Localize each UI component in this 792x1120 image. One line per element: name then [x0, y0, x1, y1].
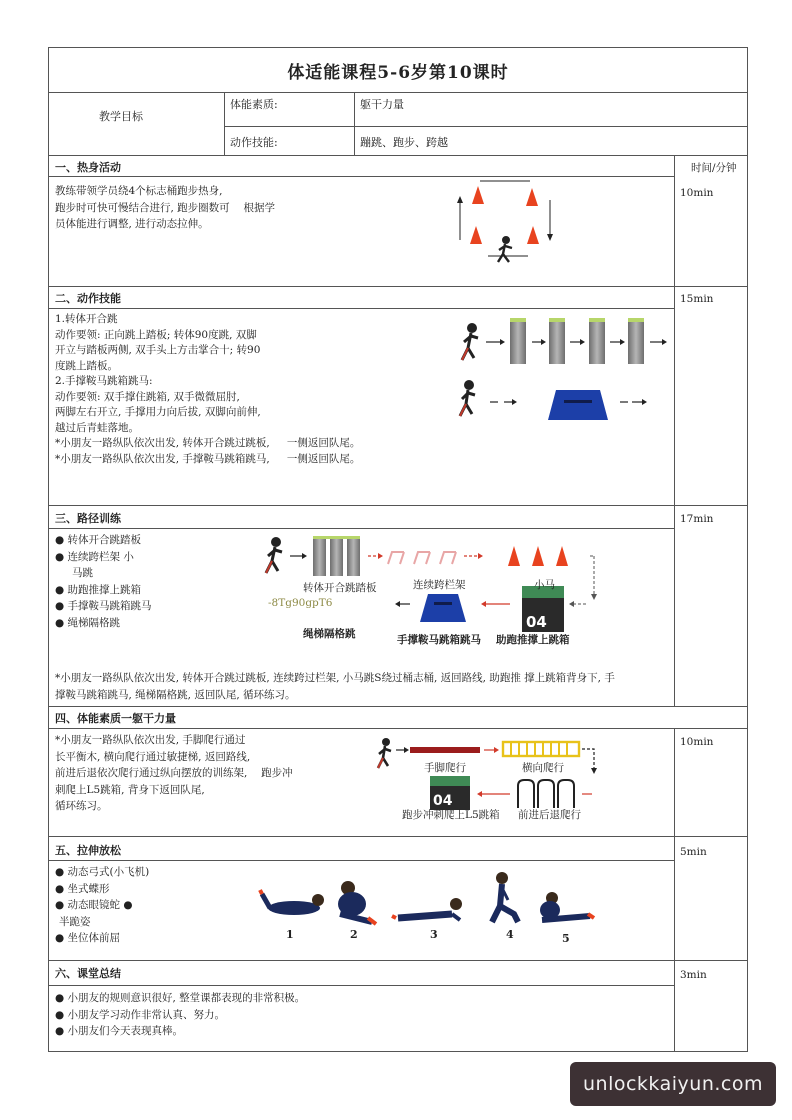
section-heading-core: 四、体能素质一躯干力量 [55, 712, 176, 725]
goal-label: 教学目标 [99, 110, 143, 123]
watermark-badge: unlockkaiyun.com [570, 1062, 776, 1106]
route-list [55, 532, 175, 631]
core-text: *小朋友一路纵队依次出发, 手脚爬行通过 长平衡木, 横向爬行通过敏捷梯, 返回路线, 前进后退依次爬行通过纵向摆放的训练架, 跑步冲 刺爬上L5跳箱, 背身下返回队尾, 循环练习。 [55, 734, 293, 812]
box-number: 04 [526, 613, 547, 631]
stretch-pose-bow-icon [260, 890, 324, 915]
stretch-pose-cobra-icon [392, 898, 462, 920]
runner-icon [462, 323, 478, 360]
page-title: 体适能课程5-6岁第10课时 [287, 62, 509, 83]
caption-box: 助跑推撑上跳箱 [496, 634, 570, 646]
section-time-skill: 15min [680, 293, 714, 305]
fitness-label: 体能素质: [230, 98, 278, 111]
svg-text:5: 5 [562, 932, 570, 945]
fitness-value: 躯干力量 [360, 98, 404, 111]
caption-side: 横向爬行 [522, 762, 564, 774]
caption-hurdle: 连续跨栏架 [413, 579, 466, 591]
cone-icon [532, 546, 544, 566]
cone-icon [527, 226, 539, 244]
hurdle-icon [388, 552, 456, 564]
cone-icon [556, 546, 568, 566]
section-heading-warmup: 一、热身活动 [55, 161, 121, 174]
summary-item: ● 小朋友学习动作非常认真、努力。 [55, 1008, 225, 1021]
stretch-pose-butterfly-icon [338, 881, 376, 924]
board-icon [628, 320, 644, 364]
svg-text:4: 4 [506, 928, 514, 941]
training-frame-icon [518, 780, 574, 808]
section-heading-summary: 六、课堂总结 [55, 967, 121, 980]
section-time-summary: 3min [680, 969, 707, 981]
time-header: 时间/分钟 [691, 162, 737, 174]
section-time-warmup: 10min [680, 187, 714, 199]
warmup-text: 教练带领学员绕4个标志桶跑步热身, 跑步时可快可慢结合进行, 跑步圈数可 根据学 员体能进行调整, 进行动态拉伸。 [55, 185, 276, 230]
route-item: ● 转体开合跳踏板 [55, 534, 141, 546]
ladder-icon [503, 742, 579, 756]
caption-board: 转体开合跳踏板 [303, 582, 377, 594]
stretch-pose-forward-fold-icon [540, 892, 594, 920]
summary-item: ● 小朋友们今天表现真棒。 [55, 1025, 183, 1037]
caption-crawl: 手脚爬行 [424, 762, 466, 774]
summary-list [55, 990, 615, 1040]
balance-beam-icon [410, 747, 480, 753]
stretch-list [55, 864, 205, 947]
cone-icon [508, 546, 520, 566]
stretch-item: 半跪姿 [59, 915, 91, 928]
skill-diagram [452, 314, 674, 426]
runner-icon [378, 738, 391, 768]
skill-value: 蹦跳、跑步、跨越 [360, 136, 448, 149]
section-time-core: 10min [680, 736, 714, 748]
cone-icon [470, 226, 482, 244]
svg-text:1: 1 [286, 928, 294, 941]
stretch-item: ● 动态弓式(小飞机) [55, 866, 150, 878]
svg-text:2: 2 [350, 928, 358, 941]
cone-icon [526, 188, 538, 206]
board-icon [510, 320, 526, 364]
board-icon [313, 538, 326, 576]
summary-item: ● 小朋友的规则意识很好, 整堂课都表现的非常积极。 [55, 992, 306, 1004]
section-time-stretch: 5min [680, 846, 707, 858]
skill-text: 1.转体开合跳 动作要领: 正向跳上踏板; 转体90度跳, 双脚 开立与踏板两侧, 双手头上方击掌合十; 转90 度跳上踏板。 2.手撑鞍马跳箱跳马: 动作要领: 双手撑住跳箱, 双手微微屈肘, 两脚左右开立, 手撑用力向后拔, 双脚向前伸, 越过后青蛙落地。 *小朋友一路纵队依次出发, 转体开合跳过跳板, 一侧返回队尾。 *小朋友一路纵队依次出发, 手撑鞍马跳箱跳马, 一侧返回队尾。 [55, 313, 361, 465]
caption-back: 前进后退爬行 [518, 809, 581, 821]
section-heading-route: 三、路径训练 [55, 512, 121, 525]
caption-vault: 手撑鞍马跳箱跳马 [397, 634, 481, 646]
stretch-item: ● 坐式蝶形 [55, 882, 110, 895]
section-time-route: 17min [680, 513, 714, 525]
runner-icon [460, 380, 475, 416]
board-icon [589, 320, 605, 364]
route-item: ● 连续跨栏架 小 [55, 550, 134, 563]
runner-icon [498, 236, 512, 262]
warmup-diagram [450, 178, 560, 268]
route-note: *小朋友一路纵队依次出发, 转体开合跳过跳板, 连续跨过栏架, 小马跳S绕过桶志桶, 返回路线, 助跑推 撑上跳箱背身下, 手 撑鞍马跳箱跳马, 绳梯隔格跳, 返回队尾, 循环练习。 [55, 672, 615, 701]
svg-text:3: 3 [430, 928, 438, 941]
route-item: ● 助跑推撑上跳箱 [55, 583, 141, 596]
route-item: ● 手撑鞍马跳箱跳马 [55, 600, 152, 612]
vault-box-icon [420, 594, 466, 622]
caption-ladder: 绳梯隔格跳 [303, 628, 356, 640]
route-item: ● 绳梯隔格跳 [55, 616, 120, 629]
board-icon [330, 538, 343, 576]
section-heading-stretch: 五、拉伸放松 [55, 844, 121, 857]
route-item: 马跳 [72, 567, 93, 579]
cone-icon [472, 186, 484, 204]
caption-stray: -8Tg90gpT6 [268, 597, 333, 609]
skill-label: 动作技能: [230, 136, 278, 149]
vault-box-icon [548, 390, 608, 420]
caption-horse: 小马 [534, 579, 555, 591]
box-number: 04 [433, 793, 453, 809]
stretch-item: ● 坐位体前屈 [55, 932, 120, 944]
caption-run: 跑步冲刺爬上L5跳箱 [402, 809, 500, 821]
stretch-diagram [256, 864, 606, 950]
stretch-item: ● 动态眼镜蛇 ● [55, 899, 133, 911]
board-icon [347, 538, 360, 576]
stretch-pose-kneel-icon [492, 872, 518, 922]
runner-icon [266, 537, 282, 573]
board-icon [549, 320, 565, 364]
section-heading-skill: 二、动作技能 [55, 292, 121, 305]
